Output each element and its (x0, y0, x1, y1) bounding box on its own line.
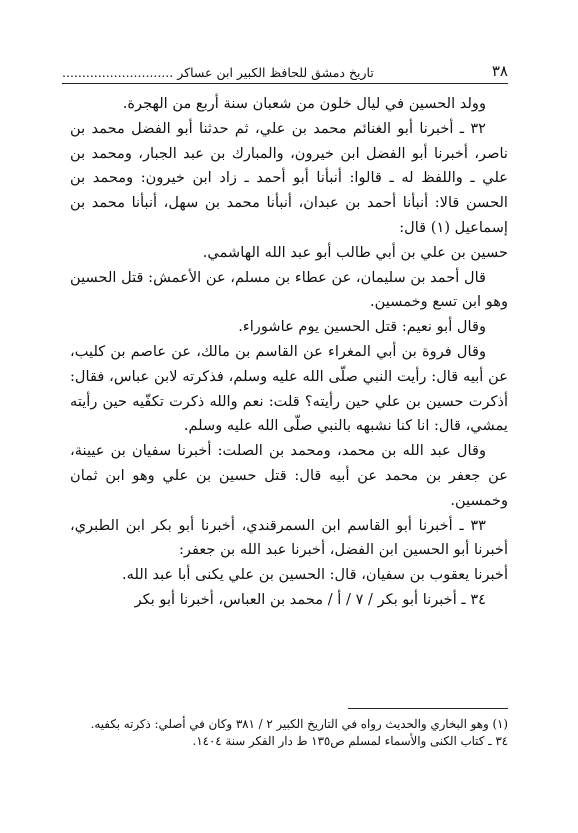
text-paragraph: ٣٢ ـ أخبرنا أبو الغنائم محمد بن علي، ثم حدثنا أبو الفضل محمد بن ناصر، أخبرنا أبو الفضل ابن خيرون، والمبارك بن عبد الجبار، ومحمد بن علي ـ واللفظ له ـ قالوا: أنبأنا أبو أحمد ـ زاد ابن خيرون: ومحمد بن الحسن قالا: أنبأنا أحمد بن عبدان، أنبأنا محمد بن سهل، أنبأنا محمد بن إسماعيل (١) قال: (70, 119, 508, 236)
running-title: تاريخ دمشق للحافظ الكبير ابن عساكر ............................ (62, 65, 374, 80)
footnote-separator (348, 708, 508, 709)
footnotes (70, 716, 508, 750)
footnote: ٣٤ ـ كتاب الكنى والأسماء لمسلم ص١٣٥ ط دار الفكر سنة ١٤٠٤. (192, 734, 508, 748)
text-paragraph: ٣٤ ـ أخبرنا أبو بكر / ٧ / أ / محمد بن العباس، أخبرنا أبو بكر (134, 590, 486, 608)
text-paragraph: ٣٣ ـ أخبرنا أبو القاسم ابن السمرقندي، أخبرنا أبو بكر ابن الطبري، أخبرنا أبو الحسين ابن الفضل، أخبرنا عبد الله بن جعفر: (70, 516, 508, 559)
main-text (70, 92, 508, 613)
page-number: ٣٨ (491, 62, 508, 80)
header-rule (62, 83, 508, 84)
footnote: (١) وهو البخاري والحديث رواه في التاريخ الكبير ٢ / ٣٨١ وكان في أصلي: ذكرته بكفيه. (90, 717, 508, 731)
page-header (62, 58, 508, 80)
text-paragraph: أخبرنا يعقوب بن سفيان، قال: الحسين بن علي يكنى أبا عبد الله. (122, 566, 508, 584)
text-paragraph: وقال فروة بن أبي المغراء عن القاسم بن مالك، عن عاصم بن كليب، عن أبيه قال: رأيت النبي صلّى الله عليه وسلم، فذكرته لابن عباس، فقال: أذكرت حسين بن علي حين رأيته؟ قلت: نعم والله ذكرت تكفّيه حين رأيته يمشي، قال: انا كنا نشبهه بالنبي صلّى الله عليه وسلم. (70, 342, 508, 435)
text-paragraph: قال أحمد بن سليمان، عن عطاء بن مسلم، عن الأعمش: قتل الحسين وهو ابن تسع وخمسين. (70, 268, 508, 311)
text-paragraph: وولد الحسين في ليال خلون من شعبان سنة أربع من الهجرة. (122, 95, 486, 112)
text-paragraph: وقال عبد الله بن محمد، ومحمد بن الصلت: أخبرنا سفيان بن عيينة، عن جعفر بن محمد عن أبيه قال: قتل حسين بن علي وهو ابن ثمان وخمسين. (70, 442, 508, 509)
text-paragraph: حسين بن علي بن أبي طالب أبو عبد الله الهاشمي. (202, 243, 508, 261)
text-paragraph: وقال أبو نعيم: قتل الحسين يوم عاشوراء. (238, 318, 486, 336)
